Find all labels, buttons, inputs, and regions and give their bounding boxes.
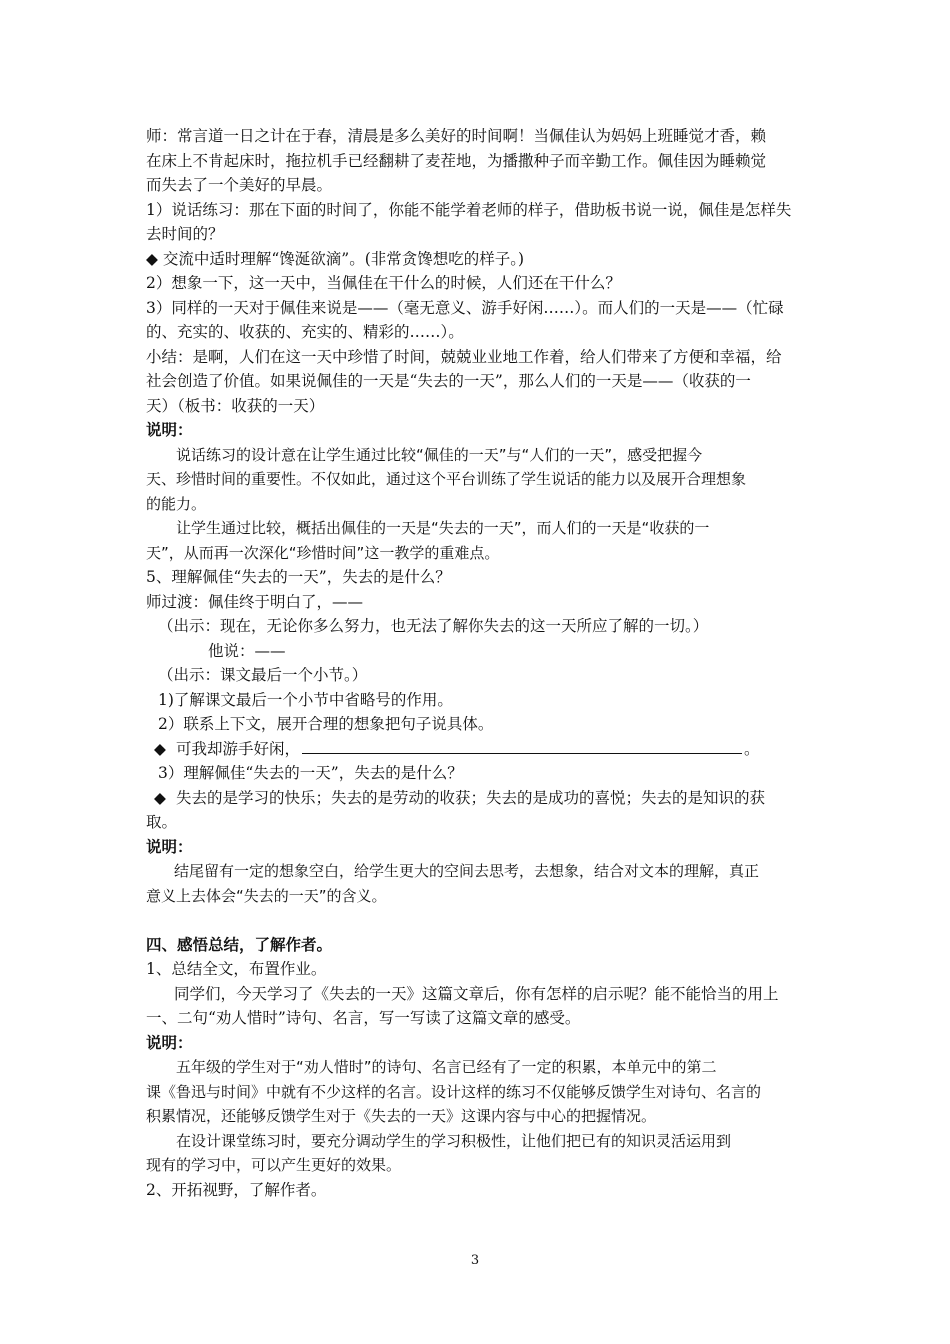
bullet-text: 失去的是学习的快乐；失去的是劳动的收获；失去的是成功的喜悦；失去的是知识的获	[176, 788, 766, 807]
note-text: 天”，从而再一次深化“珍惜时间”这一教学的重难点。	[146, 543, 500, 562]
note-text: 说话练习的设计意在让学生通过比较“佩佳的一天”与“人们的一天”，感受把握今	[176, 445, 703, 464]
text-line: 他说：——	[208, 641, 286, 660]
diamond-bullet-icon: ◆	[154, 739, 166, 758]
note-text: 的能力。	[146, 494, 207, 513]
sentence-end: 。	[744, 739, 760, 758]
section-item: 2、开拓视野，了解作者。	[146, 1180, 327, 1199]
section-item: 1、总结全文，布置作业。	[146, 960, 327, 978]
note-heading: 说明：	[146, 420, 193, 439]
text-line: 3）同样的一天对于佩佳来说是——（毫无意义、游手好闲……）。而人们的一天是——（忙碌	[146, 298, 784, 317]
display-text: （出示：现在，无论你多么努力，也无法了解你失去的这一天所应了解的一切。）	[158, 617, 709, 635]
page-number: 3	[470, 1253, 480, 1268]
text-line: ◆ 交流中适时理解“馋涎欲滴”。(非常贪馋想吃的样子。)	[146, 249, 525, 268]
note-text: 天、珍惜时间的重要性。不仅如此，通过这个平台训练了学生说话的能力以及展开合理想象	[146, 470, 747, 488]
text-line: 的、充实的、收获的、充实的、精彩的……）。	[146, 323, 464, 341]
text-line: 在床上不肯起床时，拖拉机手已经翻耕了麦茬地，为播撒种子而辛勤工作。佩佳因为睡赖觉	[146, 151, 767, 170]
text-line: 小结：是啊，人们在这一天中珍惜了时间，兢兢业业地工作着，给人们带来了方便和幸福，给	[146, 347, 782, 366]
text-line: 同学们，今天学习了《失去的一天》这篇文章后，你有怎样的启示呢？能不能恰当的用上	[174, 984, 779, 1003]
text-line: 师过渡：佩佳终于明白了，——	[146, 592, 364, 611]
document-body	[146, 124, 810, 1202]
list-item: 1)了解课文最后一个小节中省略号的作用。	[158, 690, 453, 709]
note-text: 五年级的学生对于“劝人惜时”的诗句、名言已经有了一定的积累，本单元中的第二	[176, 1058, 717, 1076]
text-line: 2）想象一下，这一天中，当佩佳在干什么的时候，人们还在干什么？	[146, 274, 621, 292]
note-heading: 说明：	[146, 1032, 193, 1052]
text-line: 去时间的？	[146, 225, 224, 243]
display-text: （出示：课文最后一个小节。）	[158, 666, 368, 684]
note-text: 让学生通过比较，概括出佩佳的一天是“失去的一天”，而人们的一天是“收获的一	[176, 519, 710, 537]
note-text: 课《鲁迅与时间》中就有不少这样的名言。设计这样的练习不仅能够反馈学生对诗句、名言的	[146, 1082, 762, 1101]
text-line: 天）（板书：收获的一天）	[146, 396, 325, 415]
text-line: 取。	[146, 813, 178, 831]
note-text: 结尾留有一定的想象空白，给学生更大的空间去思考，去想象，结合对文本的理解，真正	[174, 862, 760, 880]
text-line: 社会创造了价值。如果说佩佳的一天是“失去的一天”，那么人们的一天是——（收获的一	[146, 372, 751, 390]
note-text: 意义上去体会“失去的一天”的含义。	[146, 886, 387, 905]
section-heading: 四、感悟总结，了解作者。	[146, 934, 333, 954]
fill-blank-line	[302, 737, 742, 754]
text-line: 1）说话练习：那在下面的时间了，你能不能学着老师的样子，借助板书说一说，佩佳是怎样失	[146, 200, 792, 219]
list-item: 2）联系上下文，展开合理的想象把句子说具体。	[158, 715, 494, 733]
section-item: 5、理解佩佳“失去的一天”，失去的是什么？	[146, 568, 451, 586]
bullet-item	[146, 786, 810, 811]
text-line: 师：常言道一日之计在于春，清晨是多么美好的时间啊！当佩佳认为妈妈上班睡觉才香，赖	[146, 127, 767, 145]
list-item: 3）理解佩佳“失去的一天”，失去的是什么？	[158, 764, 463, 782]
note-text: 在设计课堂练习时，要充分调动学生的学习积极性，让他们把已有的知识灵活运用到	[176, 1131, 732, 1150]
note-heading: 说明：	[146, 836, 193, 856]
text-line: 一、二句“劝人惜时”诗句、名言，写一写读了这篇文章的感受。	[146, 1009, 581, 1027]
sentence-prefix: 可我却游手好闲，	[176, 739, 301, 758]
note-text: 现有的学习中，可以产生更好的效果。	[146, 1156, 402, 1174]
diamond-bullet-icon: ◆	[154, 788, 166, 807]
blank-line	[146, 908, 810, 933]
text-line: 而失去了一个美好的早晨。	[146, 176, 333, 194]
note-text: 积累情况，还能够反馈学生对于《失去的一天》这课内容与中心的把握情况。	[146, 1107, 657, 1125]
bullet-item	[146, 737, 810, 762]
